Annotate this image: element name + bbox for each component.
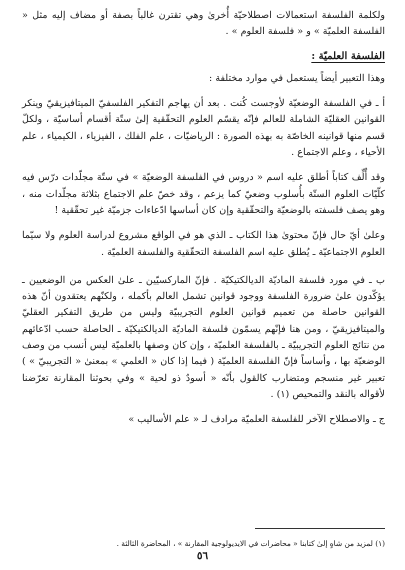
section-intro-paragraph: وهذا التعبير أيضاً يستعمل في موارد مختلفة : <box>209 72 385 84</box>
footnote: (١) لمزيد من شاهٍ إلىٰ كتابنا « محاضرات في الايديولوجية المقارنة » ، المحاضرة الثالثة . <box>116 539 385 549</box>
footnote-divider <box>255 528 385 529</box>
section-heading <box>22 48 385 64</box>
book-content-paragraph: وعلىٰ أيّ حال فإنّ محتوىٰ هذا الكتاب ـ الذي هو في الواقع مشروع لدراسة العلوم ولا سيّما العلوم الاجتماعيّة ـ يُطلق عليه اسم الفلسفة التحقّقية والفلسفة العلميّة . <box>22 230 385 258</box>
item-a-paragraph: أ ـ في الفلسفة الوضعيّة لأوجست كُنت . بعد أن يهاجم التفكير الفلسفيّ الميتافيزيقيّ وينكر القوانين العقليّة الشاملة للعالم فإنّه يقسّم العلوم التحقّقية إلىٰ ستّة أقسام أساسيّة ، ولكلّ قسم منها قوانينه الخاصّة به بهذه الصورة : الرياضيّات ، علم الفلك ، الفيزياء ، الكيمياء ، علم الأحياء ، وعلم الاجتماع . <box>22 98 385 159</box>
item-b-paragraph: ب ـ في مورد فلسفة الماديّة الديالكتيكيّة . فإنّ الماركسيّين ـ علىٰ العكس من الوضعيين ـ يؤكّدون علىٰ ضرورة الفلسفة ووجود قوانين تشمل العالم بأكمله ، ولكنّهم يعتقدون أنّ هذه القوانين حاصلة من تعميم قوانين العلوم التجريبيّة وليس من طريق التفكير العقليّ والميتافيزيقيّ ، ومن هنا فإنّهم يسمّون فلسفة الماديّة الديالكتيكيّة ـ الحاصلة حسب ادّعائهم من نتائج العلوم التجريبيّة ـ بالفلسفة العلميّة ، وإن كان وصفها بالعلميّة ليس أنسب من وصف الوضعيّة بها ، وأساساً فإنّ الفلسفة العلميّة ( فيما إذا كان « العلمي » بمعنىٰ « التجريبيّ » ) تعبير غير منسجم ومتضارب كالقول بأنّه « أسودٌ ذو لحية » وفي بحوثنا المقارنة تعرّضنا لأقواله بالنقد والتمحيص (١) . <box>22 274 385 400</box>
intro-paragraph: ولكلمة الفلسفة استعمالات اصطلاحيّة أُخرىٰ وهي تقترن غالباً بصفة أو مضاف إليه مثل « الفلسفة العلميّة » و « فلسفة العلوم » . <box>22 10 385 38</box>
body-text <box>22 8 385 429</box>
comte-book-paragraph: وقد أُلِّف كتاباً أطلق عليه اسم « دروس في الفلسفة الوضعيّة » في ستّة مجلّدات درّس فيه كلّيّات العلوم الستّة بأُسلوب وضعيّ كما يزعم ، وقد خصّ علم الاجتماع بثلاثة مجلّدات منه ، وهو يصف فلسفته بالوضعيّة والتحقّقية وإن كان أساسها ادّعاءات جزميّة غير تحقّقية ! <box>22 172 385 216</box>
item-c-paragraph: ج ـ والاصطلاح الآخر للفلسفة العلميّة مرادف لـ « علم الأساليب » <box>128 414 385 426</box>
section-heading-text: الفلسفة العلميّة : <box>311 49 385 62</box>
page-number: ٥٦ <box>196 550 209 562</box>
